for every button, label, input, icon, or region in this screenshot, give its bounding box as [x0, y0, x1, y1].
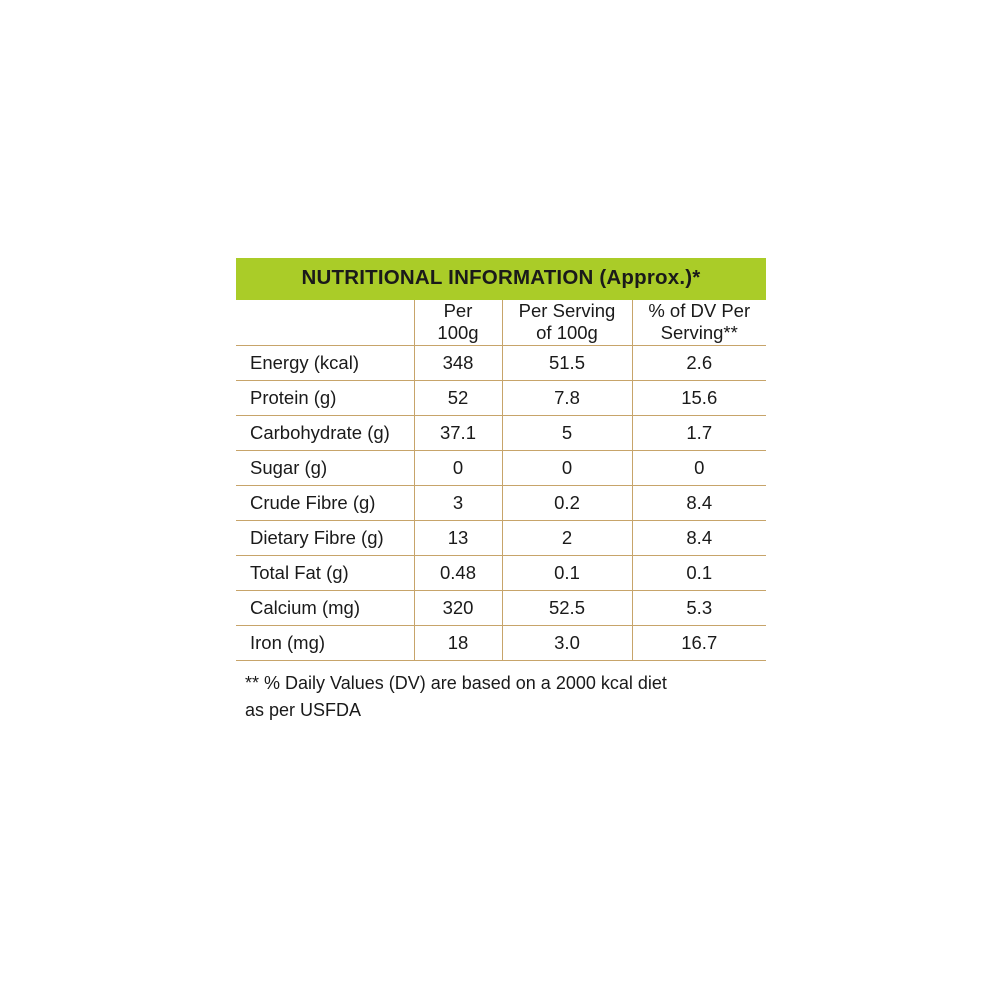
- row-nutrient-name: Crude Fibre (g): [236, 485, 414, 520]
- row-per-100g: 18: [414, 625, 502, 660]
- row-per-100g: 320: [414, 590, 502, 625]
- row-dv: 8.4: [632, 520, 766, 555]
- header-per-100g: [414, 300, 502, 346]
- header-dv-line2: Serving**: [660, 322, 738, 344]
- row-per-100g: 13: [414, 520, 502, 555]
- row-nutrient-name: Iron (mg): [236, 625, 414, 660]
- row-per-100g: 348: [414, 345, 502, 380]
- table-row: [236, 415, 766, 450]
- table-row: [236, 520, 766, 555]
- row-per-serving: 0.1: [502, 555, 632, 590]
- row-per-100g: 3: [414, 485, 502, 520]
- header-per-serving: [502, 300, 632, 346]
- nutrition-table: [236, 300, 766, 661]
- row-per-serving: 0: [502, 450, 632, 485]
- row-per-100g: 37.1: [414, 415, 502, 450]
- table-row: [236, 555, 766, 590]
- row-per-100g: 0: [414, 450, 502, 485]
- row-nutrient-name: Dietary Fibre (g): [236, 520, 414, 555]
- nutritional-information-panel: [236, 258, 766, 724]
- table-row: [236, 485, 766, 520]
- footnote-line-1: ** % Daily Values (DV) are based on a 2000 kcal diet: [245, 672, 667, 693]
- table-row: [236, 450, 766, 485]
- row-per-serving: 0.2: [502, 485, 632, 520]
- row-nutrient-name: Carbohydrate (g): [236, 415, 414, 450]
- row-nutrient-name: Calcium (mg): [236, 590, 414, 625]
- row-per-serving: 5: [502, 415, 632, 450]
- table-row: [236, 345, 766, 380]
- table-header-row: [236, 300, 766, 346]
- row-dv: 15.6: [632, 380, 766, 415]
- row-dv: 5.3: [632, 590, 766, 625]
- row-per-serving: 52.5: [502, 590, 632, 625]
- header-per-serving-line1: Per Serving: [518, 299, 616, 321]
- row-nutrient-name: Total Fat (g): [236, 555, 414, 590]
- table-row: [236, 380, 766, 415]
- row-nutrient-name: Energy (kcal): [236, 345, 414, 380]
- row-nutrient-name: Sugar (g): [236, 450, 414, 485]
- row-dv: 0.1: [632, 555, 766, 590]
- row-dv: 2.6: [632, 345, 766, 380]
- row-dv: 16.7: [632, 625, 766, 660]
- table-row: [236, 625, 766, 660]
- row-per-serving: 7.8: [502, 380, 632, 415]
- row-per-100g: 52: [414, 380, 502, 415]
- header-per-100g-line1: Per: [443, 299, 473, 321]
- row-per-serving: 51.5: [502, 345, 632, 380]
- row-per-100g: 0.48: [414, 555, 502, 590]
- panel-title: NUTRITIONAL INFORMATION (Approx.)*: [236, 258, 766, 300]
- row-nutrient-name: Protein (g): [236, 380, 414, 415]
- header-dv-per-serving: [632, 300, 766, 346]
- header-per-100g-line2: 100g: [437, 322, 479, 344]
- footnote: [236, 670, 755, 724]
- row-dv: 1.7: [632, 415, 766, 450]
- header-dv-line1: % of DV Per: [648, 299, 751, 321]
- row-per-serving: 3.0: [502, 625, 632, 660]
- table-row: [236, 590, 766, 625]
- header-nutrient: [236, 300, 414, 346]
- row-dv: 0: [632, 450, 766, 485]
- header-per-serving-line2: of 100g: [536, 322, 598, 344]
- footnote-line-2: as per USFDA: [245, 699, 362, 720]
- row-dv: 8.4: [632, 485, 766, 520]
- row-per-serving: 2: [502, 520, 632, 555]
